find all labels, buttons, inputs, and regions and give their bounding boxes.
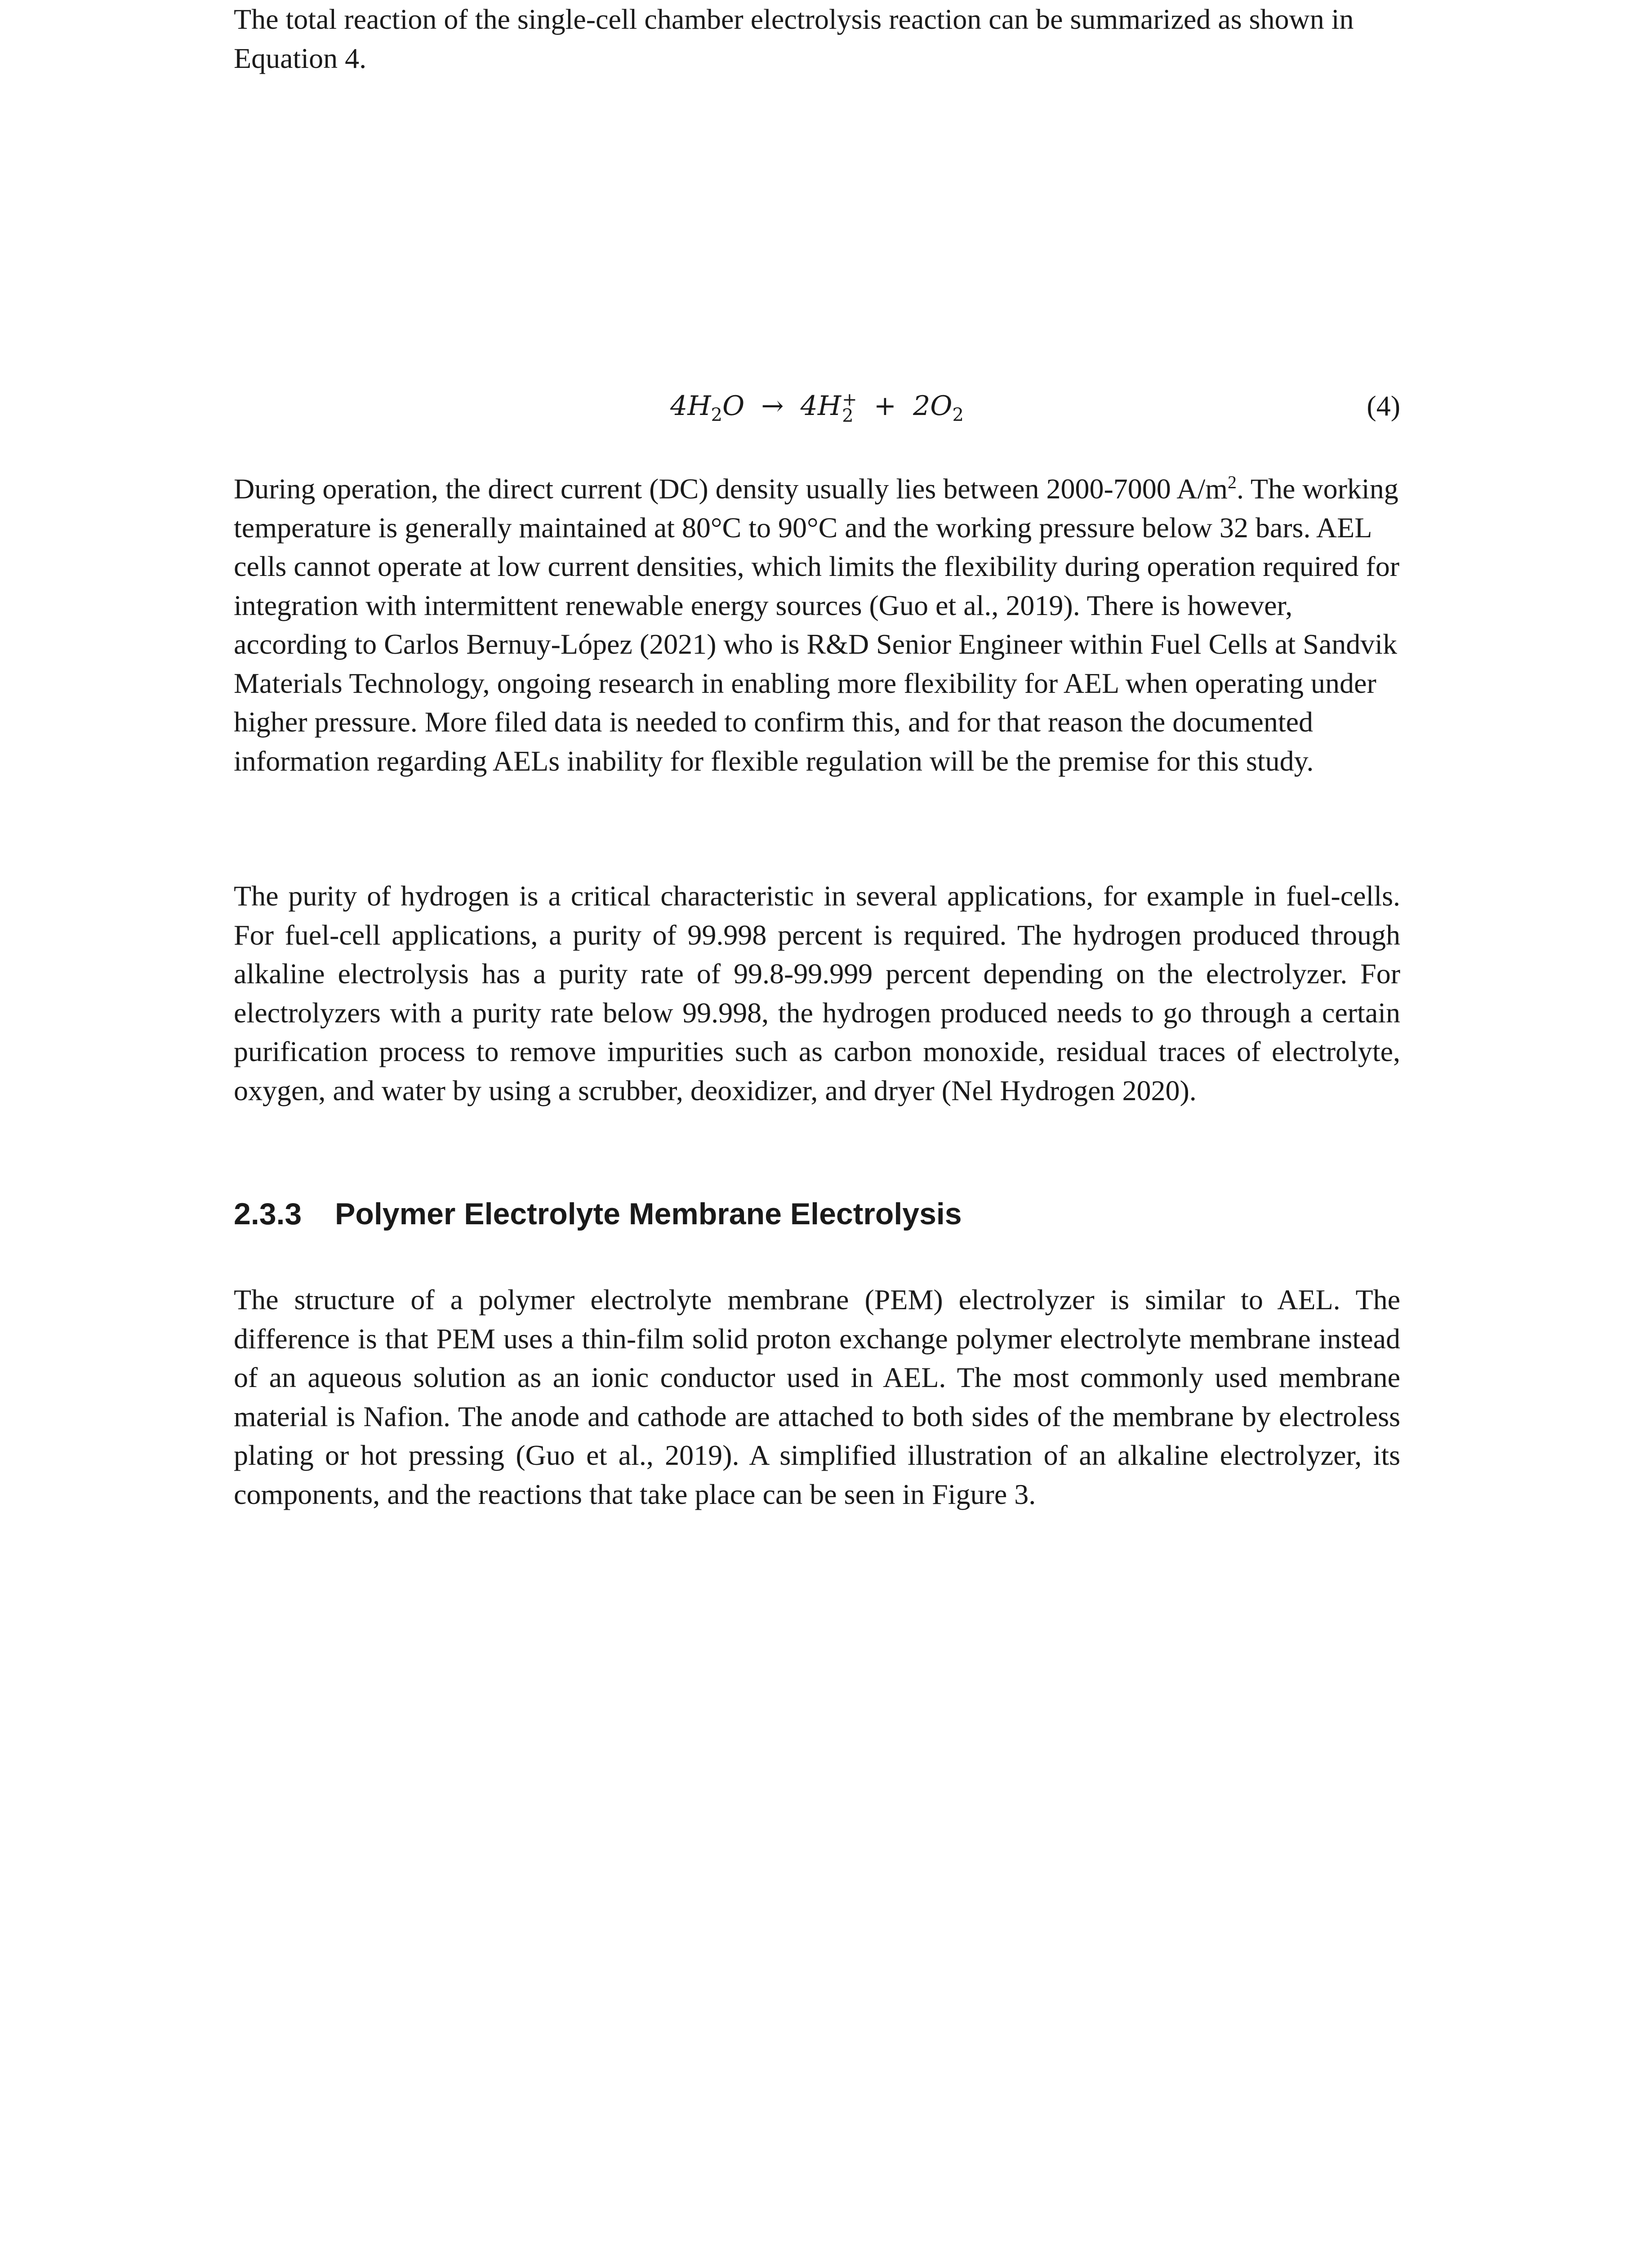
eq-lhs-coeff: 4	[670, 390, 688, 422]
eq-rhs1-sub: 2	[842, 406, 854, 427]
eq-rhs2-coeff: 2	[913, 390, 931, 422]
eq-rhs1-coeff: 4	[800, 390, 818, 422]
eq-rhs2-sub: 2	[952, 405, 964, 425]
eq-rhs1-sup: +	[842, 389, 857, 410]
pem-paragraph: The structure of a polymer electrolyte membrane (PEM) electrolyzer is similar to AEL. The difference is that PEM uses a thin-film solid proton exchange polymer electrolyte membrane instead of an aqueous solution as an ionic conductor used in AEL. The most commonly used membrane material is Nafion. The anode and cathode are attached to both sides of the membrane by electroless plating or hot pressing (Guo et al., 2019). A simplified illustration of an alkaline electrolyzer, its components, and the reactions that take place can be seen in Figure 3.	[234, 1284, 1400, 1510]
dc-density-paragraph	[234, 463, 1400, 781]
section-heading	[234, 1194, 962, 1234]
eq-lhs-tail: O	[722, 390, 745, 422]
equation-4	[234, 386, 1400, 426]
eq-rhs2-species: O	[930, 390, 953, 422]
eq-plus: +	[873, 390, 897, 422]
eq-lhs-species: H	[687, 390, 711, 422]
eq-rhs1-supsub	[842, 389, 857, 427]
eq-arrow: →	[761, 390, 784, 422]
intro-paragraph: The total reaction of the single-cell chamber electrolysis reaction can be summarized as shown in Equation 4.	[234, 3, 1354, 74]
section-number: 2.3.3	[234, 1197, 302, 1231]
eq-lhs-sub: 2	[711, 405, 722, 425]
section-title: Polymer Electrolyte Membrane Electrolysis	[335, 1197, 962, 1231]
equation-number: (4)	[1367, 390, 1400, 422]
dc-paragraph-part2: . The working temperature is generally maintained at 80°C to 90°C and the working pressure below 32 bars. AEL cells cannot operate at low current densities, which limits the flexibility during operation required for integration with intermittent renewable energy sources (Guo et al., 2019). There is however, according to Carlos Bernuy-López (2021) who is R&D Senior Engineer within Fuel Cells at Sandvik Materials Technology, ongoing research in enabling more flexibility for AEL when operating under higher pressure. More filed data is needed to confirm this, and for that reason the documented information regarding AELs inability for flexible regulation will be the premise for this study.	[234, 473, 1399, 777]
dc-paragraph-part1: During operation, the direct current (DC) density usually lies between 2000-7000 A/m	[234, 473, 1228, 505]
eq-rhs1-species: H	[817, 390, 842, 422]
dc-paragraph-superscript: 2	[1228, 472, 1237, 492]
purity-paragraph: The purity of hydrogen is a critical characteristic in several applications, for example in fuel-cells. For fuel-cell applications, a purity of 99.998 percent is required. The hydrogen produced through alkaline electrolysis has a purity rate of 99.8-99.999 percent depending on the electrolyzer. For electrolyzers with a purity rate below 99.998, the hydrogen produced needs to go through a certain purification process to remove impurities such as carbon monoxide, residual traces of electrolyte, oxygen, and water by using a scrubber, deoxidizer, and dryer (Nel Hydrogen 2020).	[234, 880, 1400, 1106]
equation-body	[234, 386, 1400, 435]
